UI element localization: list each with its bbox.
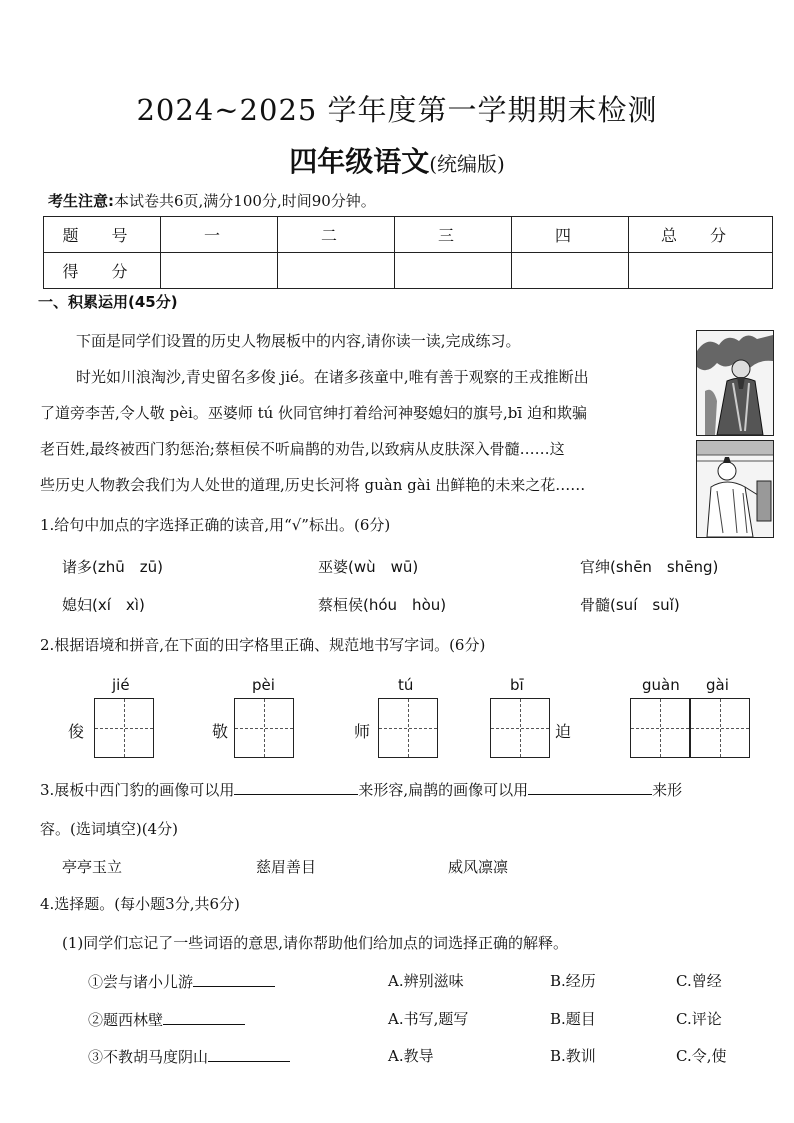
q1-item-4-options: (xí xì) <box>92 596 145 614</box>
q3-text-c: 来形 <box>652 781 683 799</box>
q1-item-2[interactable] <box>318 556 418 577</box>
q3-choice-3: 威风凛凛 <box>448 858 509 876</box>
q4-item-2-stem <box>88 1008 245 1030</box>
q2-pinyin-tu: tú <box>398 676 414 694</box>
passage-line-2: 了道旁李苦,令人敬 pèi。巫婆师 tú 伙同官绅打着给河神娶媳妇的旗号,bī 迫和欺骗 <box>40 404 587 422</box>
q2-pinyin-jie: jié <box>112 676 130 694</box>
q2-grid-guan[interactable] <box>630 698 690 758</box>
q4-item-1-blank[interactable] <box>193 970 275 987</box>
q2-grid-bi[interactable] <box>490 698 550 758</box>
q2-grid-gai[interactable] <box>690 698 750 758</box>
q1-item-5-options: (hóu hòu) <box>363 596 447 614</box>
q2-grid-jie[interactable] <box>94 698 154 758</box>
score-cell-4: 四 <box>512 217 629 253</box>
q4-item-1-text: ①尝与诸小儿游 <box>88 973 194 991</box>
q2-pinyin-pei: pèi <box>252 676 275 694</box>
q3-blank-2[interactable] <box>528 778 652 795</box>
q3-choice-1: 亭亭玉立 <box>62 858 123 876</box>
exam-notice <box>48 190 376 211</box>
score-cell-2: 二 <box>278 217 395 253</box>
q1-prompt: 1.给句中加点的字选择正确的读音,用“√”标出。(6分) <box>40 516 391 534</box>
score-row-label: 得 分 <box>44 253 161 289</box>
exam-title: 2024~2025 学年度第一学期期末检测 <box>136 93 658 127</box>
passage <box>40 323 680 503</box>
q4-item-1-option-a: A.辨别滋味 <box>388 972 464 990</box>
q4-item-2-blank[interactable] <box>163 1008 245 1025</box>
q2-pinyin-bi: bī <box>510 676 524 694</box>
q1-item-6[interactable] <box>580 594 680 615</box>
score-input-4[interactable] <box>512 253 629 289</box>
q1-item-4-word: 媳妇 <box>62 596 93 614</box>
q1-item-3-options: (shēn shēng) <box>610 558 719 576</box>
q2-pinyin-guan: guàn <box>642 676 680 694</box>
passage-line-1: 时光如川浪淘沙,青史留名多俊 jié。在诸多孩童中,唯有善于观察的王戎推断出 <box>76 368 589 386</box>
score-cell-3: 三 <box>395 217 512 253</box>
section-heading: 一、积累运用(45分) <box>38 293 178 311</box>
q1-item-1[interactable] <box>62 556 163 577</box>
portrait-bian-que-image <box>696 440 774 538</box>
score-table-header-row <box>44 217 773 253</box>
q4-item-1-option-c: C.曾经 <box>676 972 722 990</box>
q3-text-b: 来形容,扁鹊的画像可以用 <box>358 781 529 799</box>
q4-item-2-option-b: B.题目 <box>550 1010 596 1028</box>
q1-item-4[interactable] <box>62 594 145 615</box>
q3-blank-1[interactable] <box>234 778 358 795</box>
score-cell-label: 题 号 <box>44 217 161 253</box>
q2-label-jing: 敬 <box>212 722 229 741</box>
q4-item-3-option-c: C.令,使 <box>676 1047 727 1065</box>
passage-intro: 下面是同学们设置的历史人物展板中的内容,请你读一读,完成练习。 <box>76 332 521 350</box>
q4-item-2-option-c: C.评论 <box>676 1010 722 1028</box>
q4-item-2-option-a: A.书写,题写 <box>388 1010 469 1028</box>
score-input-2[interactable] <box>278 253 395 289</box>
q4-sub1-prompt: (1)同学们忘记了一些词语的意思,请你帮助他们给加点的词选择正确的解释。 <box>62 934 569 952</box>
q2-prompt: 2.根据语境和拼音,在下面的田字格里正确、规范地书写字词。(6分) <box>40 636 486 654</box>
score-input-1[interactable] <box>161 253 278 289</box>
q2-label-shi: 师 <box>354 722 371 741</box>
q1-item-2-options: (wù wū) <box>348 558 419 576</box>
q4-item-3-option-b: B.教训 <box>550 1047 596 1065</box>
q2-label-po: 迫 <box>555 722 572 741</box>
q2-grid-tu[interactable] <box>378 698 438 758</box>
notice-text: 本试卷共6页,满分100分,时间90分钟。 <box>114 192 376 210</box>
score-cell-total: 总 分 <box>629 217 773 253</box>
subtitle-edition: (统编版) <box>429 152 505 176</box>
q1-item-6-options: (suí suǐ) <box>610 596 680 614</box>
q3-line-2: 容。(选词填空)(4分) <box>40 820 178 838</box>
score-cell-1: 一 <box>161 217 278 253</box>
q4-item-1-option-b: B.经历 <box>550 972 596 990</box>
q4-prompt: 4.选择题。(每小题3分,共6分) <box>40 895 240 913</box>
notice-label: 考生注意: <box>48 192 114 210</box>
q4-item-3-text: ③不教胡马度阴山 <box>88 1048 209 1066</box>
q3-line-1 <box>40 778 780 800</box>
q4-item-3-blank[interactable] <box>208 1045 290 1062</box>
score-table-score-row <box>44 253 773 289</box>
q1-item-2-word: 巫婆 <box>318 558 349 576</box>
passage-line-3: 老百姓,最终被西门豹惩治;蔡桓侯不听扁鹊的劝告,以致病从皮肤深入骨髓……这 <box>40 440 565 458</box>
subtitle-main: 四年级语文 <box>289 145 430 178</box>
q4-item-3-stem <box>88 1045 290 1067</box>
q4-item-1-stem <box>88 970 275 992</box>
q4-item-3-option-a: A.教导 <box>388 1047 434 1065</box>
q1-item-5[interactable] <box>318 594 446 615</box>
score-input-3[interactable] <box>395 253 512 289</box>
exam-subtitle <box>0 140 794 180</box>
score-table <box>43 216 773 289</box>
q2-pinyin-gai: gài <box>706 676 729 694</box>
q3-text-a: 3.展板中西门豹的画像可以用 <box>40 781 235 799</box>
q1-item-3-word: 官绅 <box>580 558 611 576</box>
q1-item-6-word: 骨髓 <box>580 596 611 614</box>
portrait-ximen-bao-image <box>696 330 774 436</box>
q4-item-2-text: ②题西林壁 <box>88 1011 164 1029</box>
q1-item-1-options: (zhū zū) <box>92 558 163 576</box>
q1-item-1-word: 诸多 <box>62 558 93 576</box>
score-input-total[interactable] <box>629 253 773 289</box>
q2-grid-pei[interactable] <box>234 698 294 758</box>
q1-item-3[interactable] <box>580 556 718 577</box>
q2-label-jun: 俊 <box>68 722 85 741</box>
q1-item-5-word: 蔡桓侯 <box>318 596 364 614</box>
passage-line-4: 些历史人物教会我们为人处世的道理,历史长河将 guàn gài 出鲜艳的未来之花…… <box>40 476 586 494</box>
q3-choice-2: 慈眉善目 <box>256 858 317 876</box>
